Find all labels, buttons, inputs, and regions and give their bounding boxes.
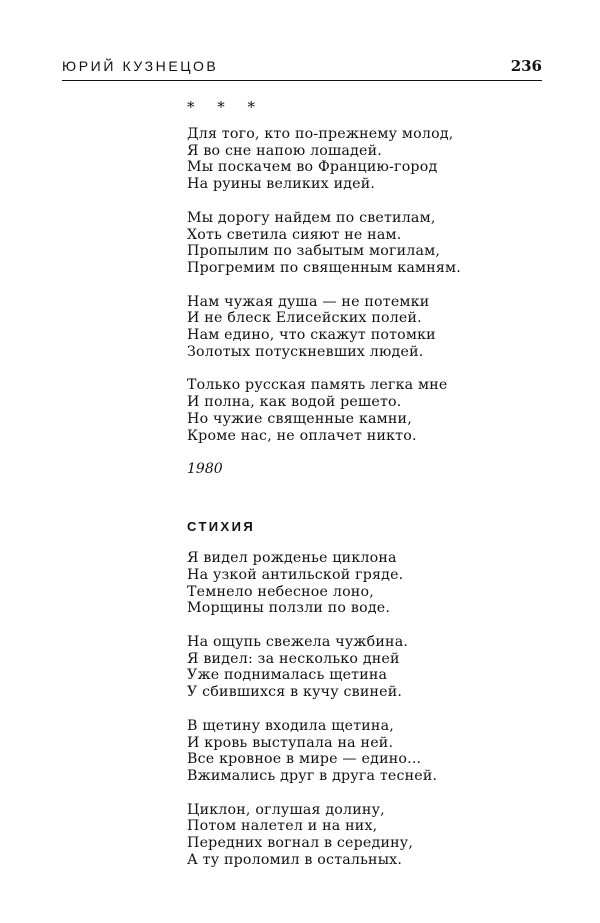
verse-line: Темнело небесное лоно, xyxy=(187,583,374,600)
verse-line: Я видел: за несколько дней xyxy=(187,650,400,667)
verse-line: И кровь выступала на ней. xyxy=(187,734,394,751)
verse-line: Потом налетел и на них, xyxy=(187,818,378,835)
verse-line: У сбившихся в кучу свиней. xyxy=(187,684,403,701)
verse-line: Прогремим по священным камням. xyxy=(187,259,461,276)
verse-line: На ощупь свежела чужбина. xyxy=(187,634,409,651)
verse-line: Я во сне напою лошадей. xyxy=(187,142,382,159)
poem-date: 1980 xyxy=(187,461,223,478)
verse-line: Вжимались друг в друга тесней. xyxy=(187,767,438,784)
verse-line: Нам едино, что скажут потомки xyxy=(187,327,436,344)
stanza xyxy=(187,634,567,701)
author-name: ЮРИЙ КУЗНЕЦОВ xyxy=(62,58,219,74)
stanza xyxy=(187,718,567,785)
verse-line: В щетину входила щетина, xyxy=(187,717,394,734)
page-content xyxy=(187,96,567,886)
verse-line: Для того, кто по-прежнему молод, xyxy=(187,126,454,142)
stanza xyxy=(187,377,567,444)
stanza xyxy=(187,210,567,277)
poem-stikhiya xyxy=(187,518,567,868)
verse-line: Уже поднималась щетина xyxy=(187,667,388,684)
stanza xyxy=(187,294,567,361)
verse-line: Я видел рожденье циклона xyxy=(187,550,397,567)
verse-line: Циклон, оглушая долину, xyxy=(187,801,385,818)
verse-line: И полна, как водой решето. xyxy=(187,394,402,411)
verse-line: Нам чужая душа — не потемки xyxy=(187,293,430,310)
verse-line: Мы поскачем во Францию-город xyxy=(187,159,438,176)
verse-line: На узкой антильской гряде. xyxy=(187,566,404,583)
verse-line: На руины великих идей. xyxy=(187,176,376,193)
verse-line: Но чужие священные камни, xyxy=(187,410,412,427)
verse-line: Кроме нас, не оплачет никто. xyxy=(187,427,417,444)
verse-line: Все кровное в мире — едино... xyxy=(187,751,422,768)
stanza xyxy=(187,126,567,193)
poem-title: СТИХИЯ xyxy=(187,519,256,535)
verse-line: Только русская память легка мне xyxy=(187,377,448,394)
verse-line: Пропылим по забытым могилам, xyxy=(187,243,441,260)
verse-line: Мы дорогу найдем по светилам, xyxy=(187,209,436,226)
stanza xyxy=(187,802,567,869)
verse-line: Передних вогнал в середину, xyxy=(187,835,414,852)
verse-line: И не блеск Елисейских полей. xyxy=(187,310,422,327)
verse-line: А ту проломил в остальных. xyxy=(187,851,403,868)
page-number: 236 xyxy=(510,57,542,75)
poem-untitled xyxy=(187,96,567,478)
verse-line: Хоть светила сияют не нам. xyxy=(187,226,402,243)
verse-line: Золотых потускневших людей. xyxy=(187,343,424,360)
stanza xyxy=(187,550,567,617)
running-head xyxy=(62,58,542,81)
poem-asterisks: * * * xyxy=(187,98,265,116)
verse-line: Морщины ползли по воде. xyxy=(187,600,391,617)
